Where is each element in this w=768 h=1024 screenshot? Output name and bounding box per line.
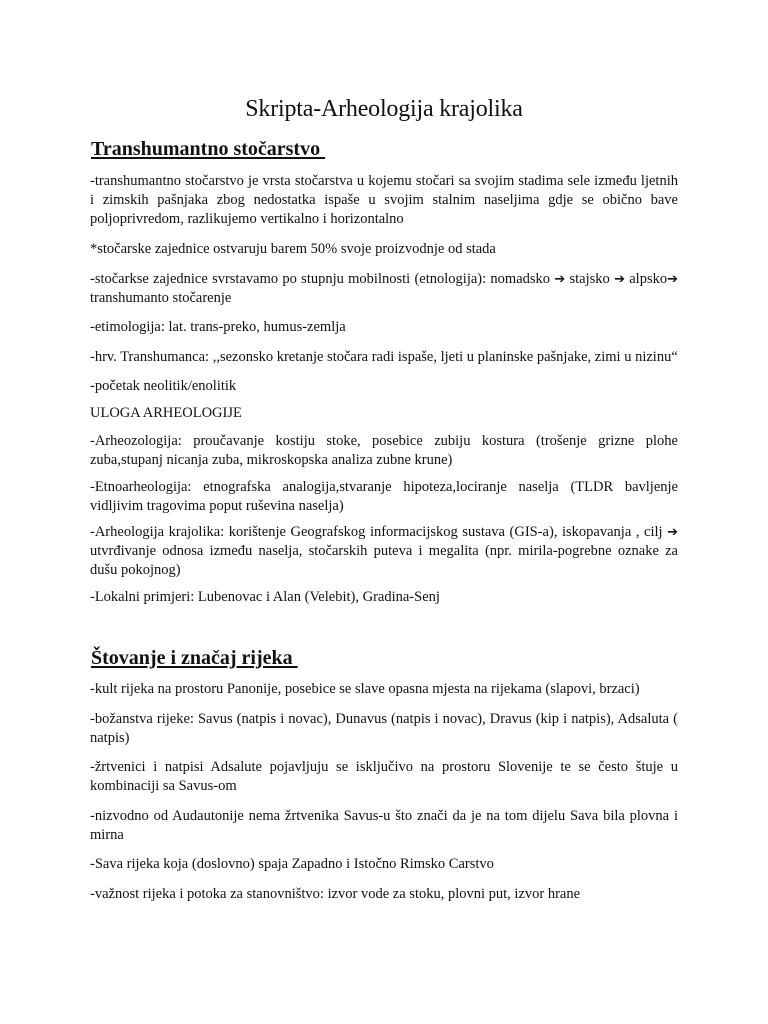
paragraph-archaeozoology: -Arheozologija: proučavanje kostiju stoke, posebice zubiju kostura (trošenje grizne plohe zuba,stupanj nicanja zuba, mikroskopska analiza zubne krune) [90,433,678,468]
section-heading-transhumance: Transhumantno stočarstvo [91,138,326,160]
paragraph-mobility [90,270,678,308]
paragraph-production: *stočarske zajednice ostvaruju barem 50% svoje proizvodnje od stada [90,241,496,257]
landscape-text-1: -Arheologija krajolika: korištenje Geografskog informacijskog sustava (GIS-a), iskopavanja , cilj [90,524,668,540]
document-title: Skripta-Arheologija krajolika [245,96,523,122]
paragraph-beginning: -početak neolitik/enolitik [90,378,237,394]
right-arrow-icon: ➔ [554,272,566,287]
right-arrow-icon: ➔ [667,272,679,287]
paragraph-landscape-archaeology [90,523,678,580]
paragraph-importance: -važnost rijeka i potoka za stanovništvo: izvor vode za stoku, plovni put, izvor hrane [90,886,581,902]
mobility-text-2: stajsko [565,271,615,287]
right-arrow-icon: ➔ [614,272,625,287]
mobility-text-1: -stočarkse zajednice svrstavamo po stupnju mobilnosti (etnologija): nomadsko [90,271,555,287]
paragraph-river-deities: -božanstva rijeke: Savus (natpis i novac), Dunavus (natpis i novac), Dravus (kip i natpis), Adsaluta ( natpis) [90,711,678,746]
paragraph-audautonija: -nizvodno od Audautonije nema žrtvenika Savus-u što znači da je na tom dijelu Sava bila plovna i mirna [90,808,678,843]
mobility-text-3: alpsko [624,271,668,287]
paragraph-transhumanca: -hrv. Transhumanca: ,,sezonsko kretanje stočara radi ispaše, ljeti u planinske pašnjake, zimi u nizinu“ [90,349,678,365]
paragraph-river-cult: -kult rijeka na prostoru Panonije, posebice se slave opasna mjesta na rijekama (slapovi, brzaci) [90,681,640,697]
paragraph-local-examples: -Lokalni primjeri: Lubenovac i Alan (Velebit), Gradina-Senj [90,589,440,605]
paragraph-etymology: -etimologija: lat. trans-preko, humus-zemlja [90,319,346,335]
paragraph-ethnoarchaeology: -Etnoarheologija: etnografska analogija,stvaranje hipoteza,lociranje naselja (TLDR bavljenje vidljivim tragovima poput ruševina naselja) [90,479,678,514]
subheading-role-of-archaeology: ULOGA ARHEOLOGIJE [90,405,242,421]
paragraph-adsaluta: -žrtvenici i natpisi Adsalute pojavljuju se isključivo na prostoru Slovenije te se često štuje u kombinaciji sa Savus-om [90,759,678,794]
landscape-text-2: utvrđivanje odnosa između naselja, stočarskih puteva i megalita (npr. mirila-pogrebne oznake za dušu pokojnog) [90,543,678,578]
paragraph-sava: -Sava rijeka koja (doslovno) spaja Zapadno i Istočno Rimsko Carstvo [90,856,494,872]
section-heading-rivers: Štovanje i značaj rijeka [91,647,298,669]
right-arrow-icon: ➔ [667,525,678,540]
paragraph-definition: -transhumantno stočarstvo je vrsta stočarstva u kojemu stočari sa svojim stadima sele između ljetnih i zimskih pašnjaka zbog nedostatka ispaše u svojim stalnim naseljima gdje se obično bave poljoprivredom, razlikujemo vertikalno i horizontalno [90,173,678,227]
mobility-text-4: transhumanto stočarenje [90,290,232,306]
